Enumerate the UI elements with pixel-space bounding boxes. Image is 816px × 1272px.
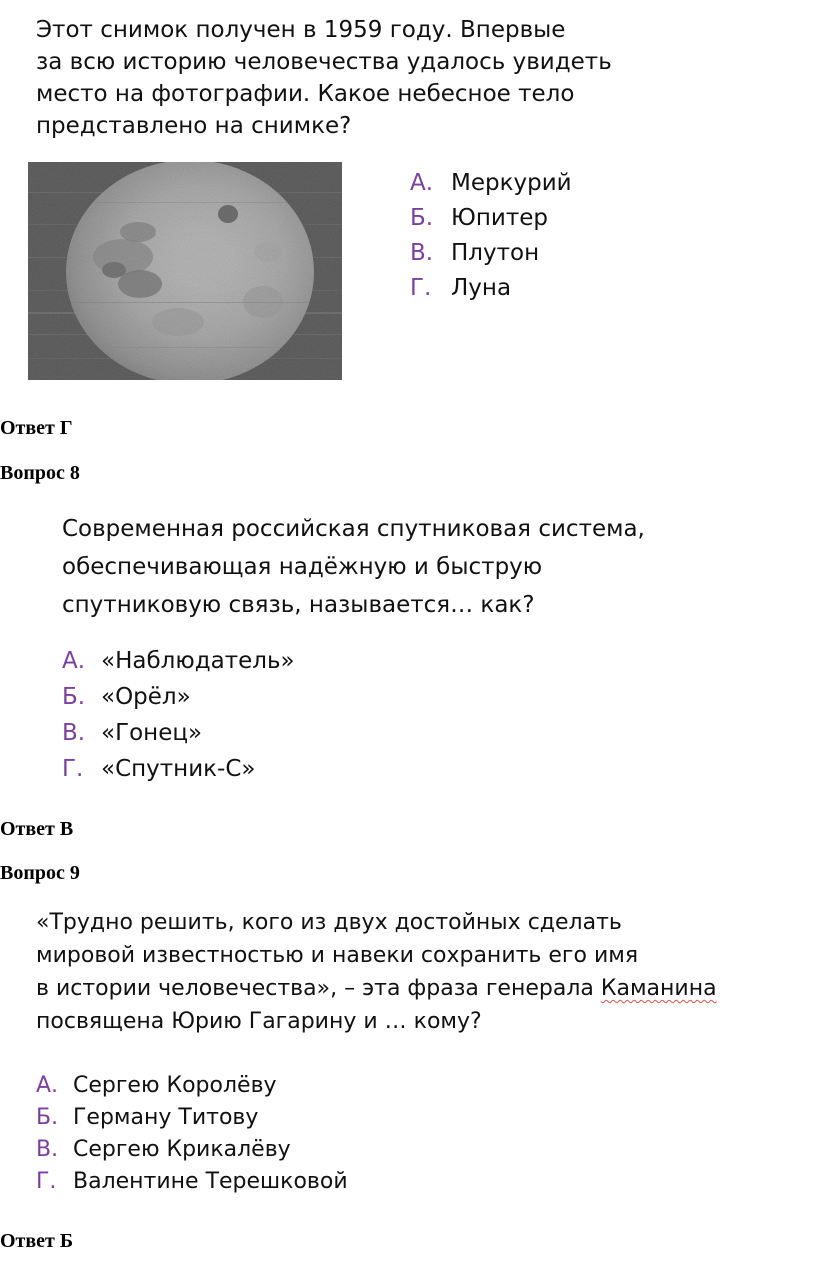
option-letter: Г. — [62, 756, 84, 782]
option-b[interactable] — [410, 205, 572, 240]
option-a[interactable] — [410, 170, 572, 205]
option-text: «Спутник-С» — [101, 756, 256, 782]
question9-line — [36, 972, 717, 1005]
option-letter: Б. — [62, 684, 86, 710]
option-c[interactable] — [36, 1137, 348, 1169]
option-text: «Наблюдатель» — [101, 648, 295, 674]
question8-text — [62, 510, 645, 624]
question8-line: Современная российская спутниковая система, — [62, 516, 645, 542]
question9-heading: Вопрос 9 — [0, 862, 80, 884]
option-text: Герману Титову — [73, 1105, 259, 1130]
option-letter: В. — [36, 1137, 59, 1162]
question8-line: спутниковую связь, называется… как? — [62, 592, 535, 618]
option-text: Сергею Королёву — [73, 1073, 277, 1098]
option-b[interactable] — [36, 1105, 348, 1137]
answer-7: Ответ Г — [0, 417, 73, 439]
question9-line: мировой известностью и навеки сохранить его имя — [36, 943, 639, 968]
question7-options — [410, 170, 572, 310]
answer-8: Ответ В — [0, 818, 74, 840]
option-letter: А. — [36, 1073, 59, 1098]
question8-heading: Вопрос 8 — [0, 462, 80, 484]
option-text: Юпитер — [451, 205, 548, 231]
moon-photograph — [28, 162, 342, 380]
option-text: Сергею Крикалёву — [73, 1137, 291, 1162]
question7-text — [36, 14, 612, 142]
option-c[interactable] — [410, 240, 572, 275]
question7-line: Этот снимок получен в 1959 году. Впервые — [36, 17, 566, 43]
option-letter: А. — [410, 170, 434, 196]
spellcheck-flagged-word: Каманина — [600, 976, 717, 1001]
option-letter: Г. — [36, 1169, 57, 1194]
question9-options — [36, 1073, 348, 1201]
option-letter: В. — [410, 240, 434, 266]
option-letter: Г. — [410, 275, 432, 301]
question7-line: представлено на снимке? — [36, 113, 352, 139]
question7-line: за всю историю человечества удалось увидеть — [36, 49, 612, 75]
question8-line: обеспечивающая надёжную и быструю — [62, 554, 543, 580]
option-text: Валентине Терешковой — [73, 1169, 348, 1194]
option-letter: В. — [62, 720, 86, 746]
option-a[interactable] — [36, 1073, 348, 1105]
option-text: «Гонец» — [101, 720, 203, 746]
option-d[interactable] — [62, 756, 295, 792]
option-letter: Б. — [36, 1105, 59, 1130]
option-text: «Орёл» — [101, 684, 191, 710]
question9-line: посвящена Юрию Гагарину и … кому? — [36, 1009, 482, 1034]
option-d[interactable] — [410, 275, 572, 310]
option-letter: А. — [62, 648, 86, 674]
option-text: Плутон — [451, 240, 540, 266]
question7-line: место на фотографии. Какое небесное тело — [36, 81, 575, 107]
option-letter: Б. — [410, 205, 434, 231]
question9-text — [36, 906, 717, 1038]
option-d[interactable] — [36, 1169, 348, 1201]
option-a[interactable] — [62, 648, 295, 684]
option-text: Луна — [451, 275, 512, 301]
question9-line: «Трудно решить, кого из двух достойных сделать — [36, 910, 622, 935]
question8-options — [62, 648, 295, 792]
option-text: Меркурий — [451, 170, 572, 196]
answer-9: Ответ Б — [0, 1230, 74, 1252]
option-c[interactable] — [62, 720, 295, 756]
option-b[interactable] — [62, 684, 295, 720]
question9-line-start: в истории человечества», – эта фраза генерала — [36, 976, 601, 1001]
